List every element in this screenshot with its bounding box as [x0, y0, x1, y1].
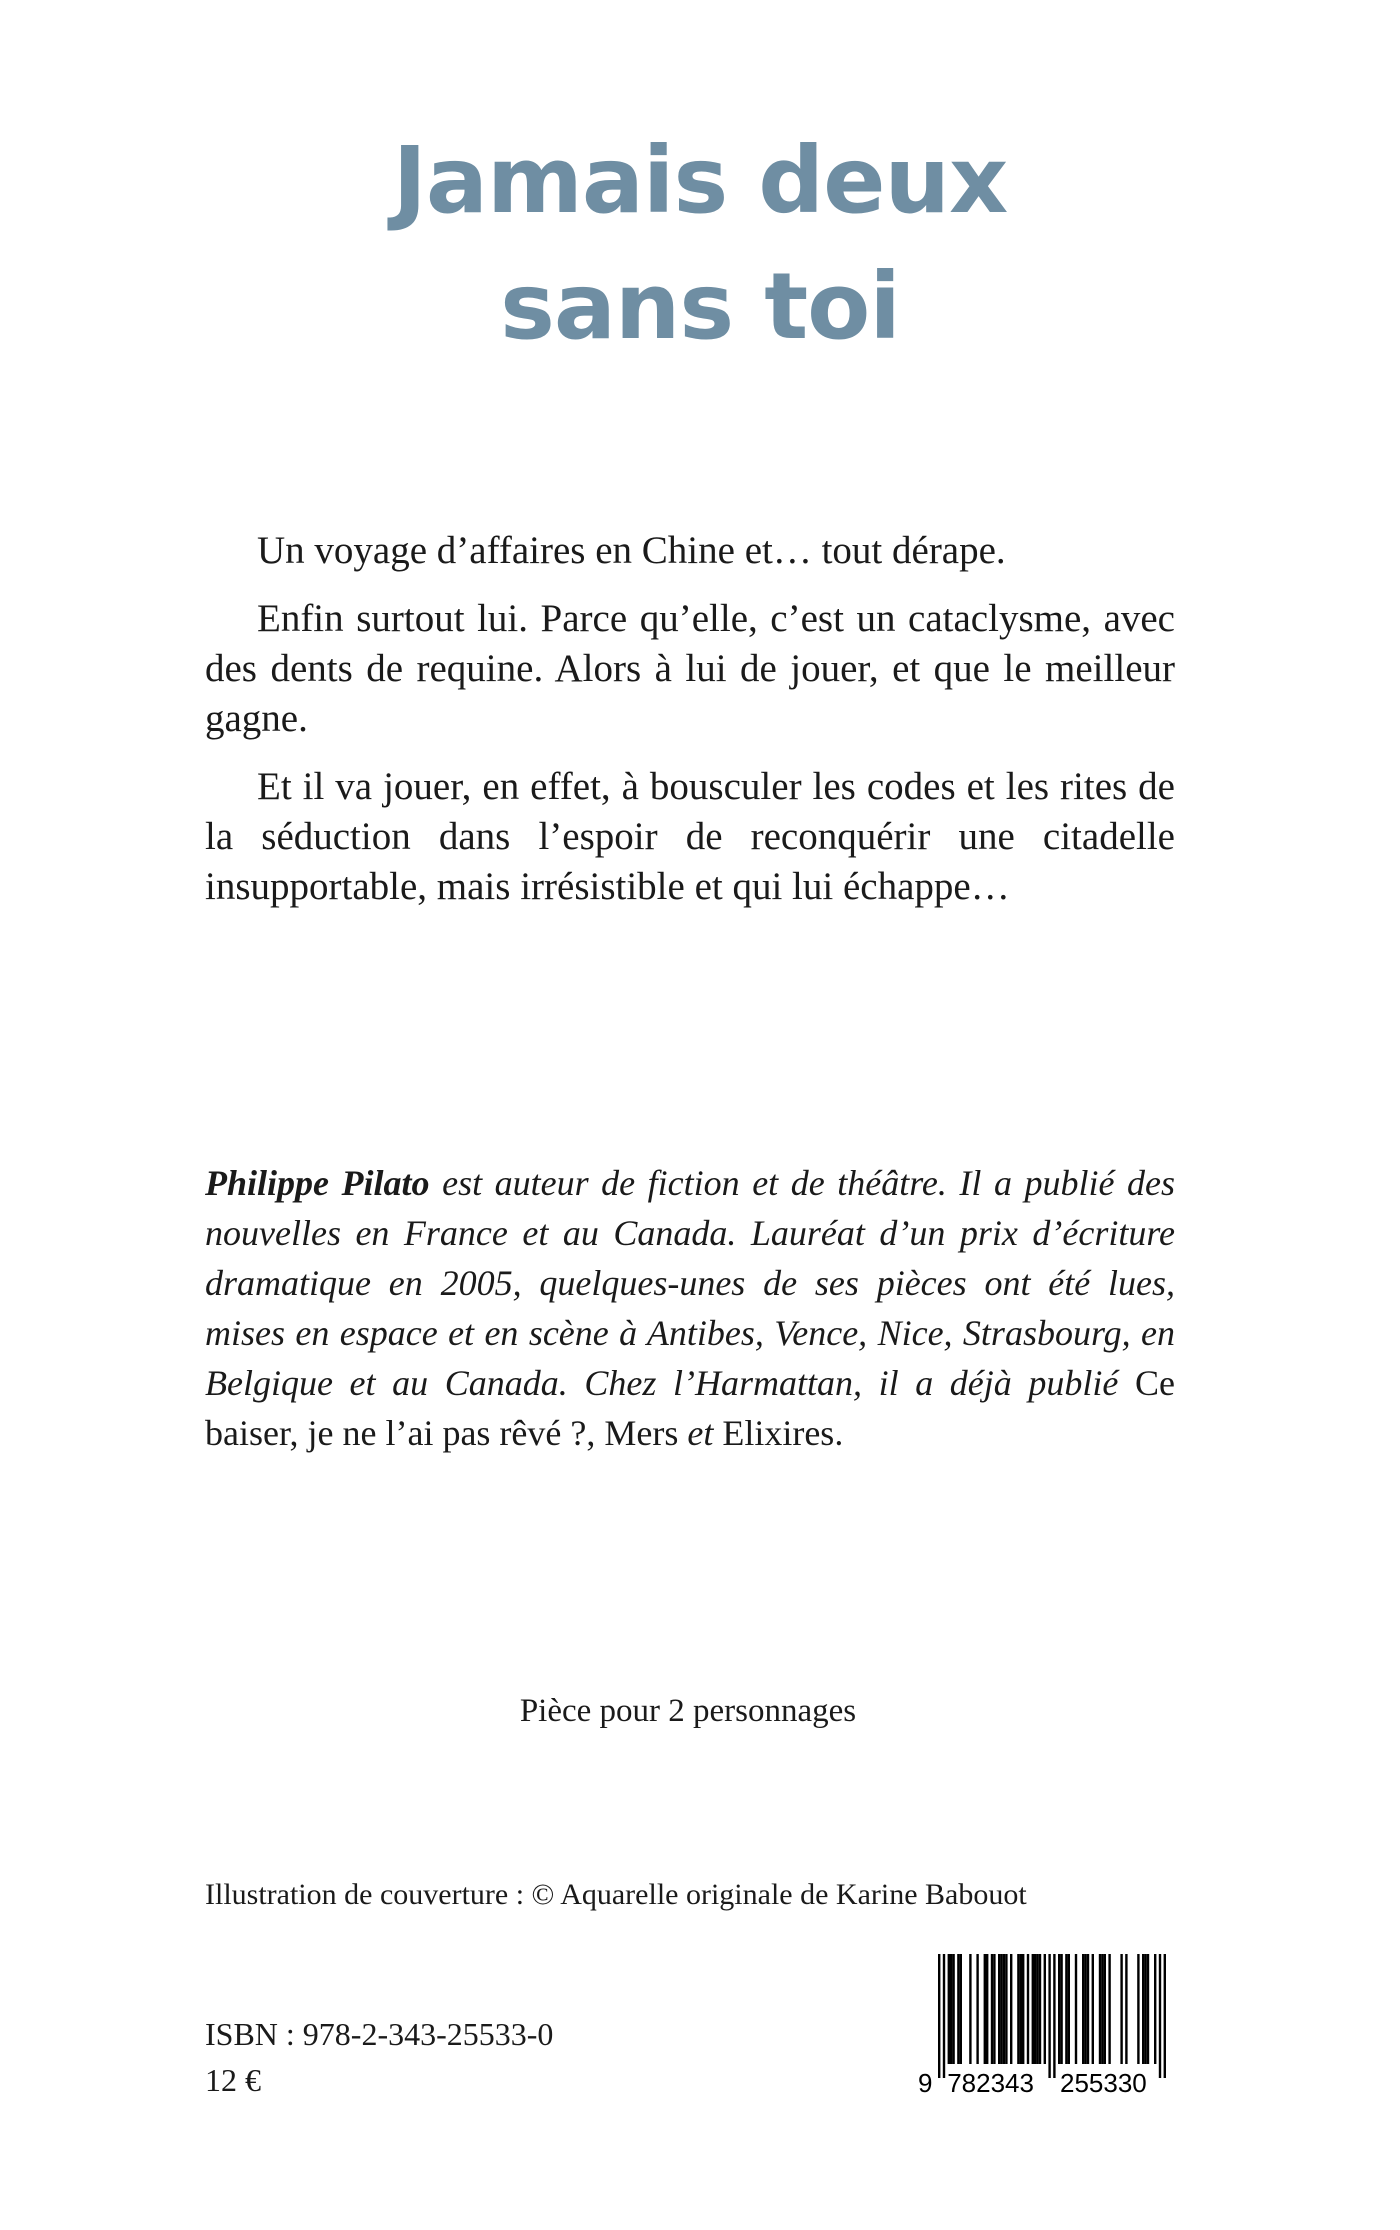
barcode-digits: 255330 [1060, 2068, 1147, 2098]
barcode-icon [910, 1950, 1182, 2110]
isbn-block [205, 2011, 553, 2103]
barcode-bar [1137, 1954, 1139, 2064]
barcode-bar [1058, 1954, 1060, 2064]
barcode-bar [1087, 1954, 1089, 2064]
barcode-bar [1144, 1954, 1146, 2064]
blurb [205, 526, 1175, 930]
barcode-digits: 782343 [947, 2068, 1034, 2098]
barcode-bar [1099, 1954, 1101, 2064]
barcode-bar [984, 1954, 986, 2064]
barcode-bar [998, 1954, 1000, 2064]
barcode-bar [938, 1954, 940, 2078]
piece-note: Pièce pour 2 personnages [519, 1693, 857, 1729]
barcode-bar [1036, 1954, 1038, 2064]
barcode-bar [1120, 1954, 1122, 2064]
barcode-bar [1092, 1954, 1094, 2064]
barcode-bar [1020, 1954, 1022, 2064]
barcode-bar [1084, 1954, 1086, 2064]
barcode-bar [1017, 1954, 1019, 2064]
barcode-bar [1060, 1954, 1062, 2064]
barcode-bar [1147, 1954, 1149, 2064]
price: 12 € [205, 2062, 261, 2098]
barcode-bar [1034, 1954, 1036, 2064]
barcode-bar [1003, 1954, 1005, 2064]
barcode-bar [976, 1954, 978, 2064]
barcode-bar [986, 1954, 988, 2064]
barcode-bar [1065, 1954, 1067, 2064]
book-title-line-2: sans toi [500, 253, 900, 360]
barcode-bar [1000, 1954, 1002, 2064]
barcode-bar [1101, 1954, 1103, 2064]
barcode-bar [943, 1954, 945, 2078]
barcode-digits: 9 [918, 2068, 933, 2098]
barcode-bar [1044, 1954, 1046, 2064]
barcode-bar [1010, 1954, 1012, 2064]
bio-work-1: Ce baiser, je ne l’ai pas rêvé ?, Mers [205, 1363, 1175, 1453]
barcode-bar [957, 1954, 959, 2064]
barcode-bar [969, 1954, 971, 2064]
blurb-paragraph-1: Un voyage d’affaires en Chine et… tout dérape. [257, 529, 1006, 572]
barcode-bar [950, 1954, 952, 2064]
barcode-bar [1108, 1954, 1110, 2064]
barcode-bar [1027, 1954, 1029, 2064]
barcode-bar [1048, 1954, 1050, 2078]
bio-text: est auteur de fiction et de théâtre. Il a publié des nouvelles en France et au Canada. Lauréat d’un prix d’écriture dramatique en 2005, quelques-unes de ses pièces ont été lues, mises en espace et en scène à Antibes, Vence, Nice, Strasbourg, en Belgique et au Canada. Chez l’Harmattan, il a déjà publié [205, 1163, 1176, 1403]
barcode-bar [991, 1954, 993, 2064]
barcode-bar [1053, 1954, 1055, 2078]
barcode-bar [1032, 1954, 1034, 2064]
barcode-bar [1068, 1954, 1070, 2064]
bio-end: . [834, 1413, 844, 1453]
author-name: Philippe Pilato [205, 1163, 430, 1203]
barcode-bar [960, 1954, 962, 2064]
barcode-bar [1005, 1954, 1007, 2064]
barcode-bar [1164, 1954, 1166, 2078]
cover-credit: Illustration de couverture : © Aquarelle originale de Karine Babouot [205, 1878, 1027, 1911]
barcode-bar [993, 1954, 995, 2064]
barcode-bar [1075, 1954, 1077, 2064]
barcode-bar [948, 1954, 950, 2064]
author-bio [205, 1158, 1175, 1458]
bio-work-2: Elixires [722, 1413, 835, 1453]
isbn: ISBN : 978-2-343-25533-0 [205, 2016, 554, 2052]
barcode-bar [1039, 1954, 1041, 2064]
barcode-bar [1159, 1954, 1161, 2078]
barcode-bar [1022, 1954, 1024, 2064]
barcode-bars [910, 1950, 1182, 2110]
barcode-bar [1082, 1954, 1084, 2064]
book-title [0, 118, 1400, 370]
barcode-bar [1154, 1954, 1156, 2064]
barcode-bar [1142, 1954, 1144, 2064]
book-title-line-1: Jamais deux [392, 127, 1008, 234]
blurb-paragraph-2: Enfin surtout lui. Parce qu’elle, c’est un cataclysme, avec des dents de requine. Alors à lui de jouer, et que le meilleur gagne. [205, 597, 1175, 740]
barcode-bar [1104, 1954, 1106, 2064]
blurb-paragraph-3: Et il va jouer, en effet, à bousculer les codes et les rites de la séduction dans l’espoir de reconquérir une citadelle insupportable, mais irrésistible et qui lui échappe… [205, 765, 1175, 908]
barcode-bar [952, 1954, 954, 2064]
bio-conjunction: et [678, 1413, 723, 1453]
barcode-bar [1125, 1954, 1127, 2064]
